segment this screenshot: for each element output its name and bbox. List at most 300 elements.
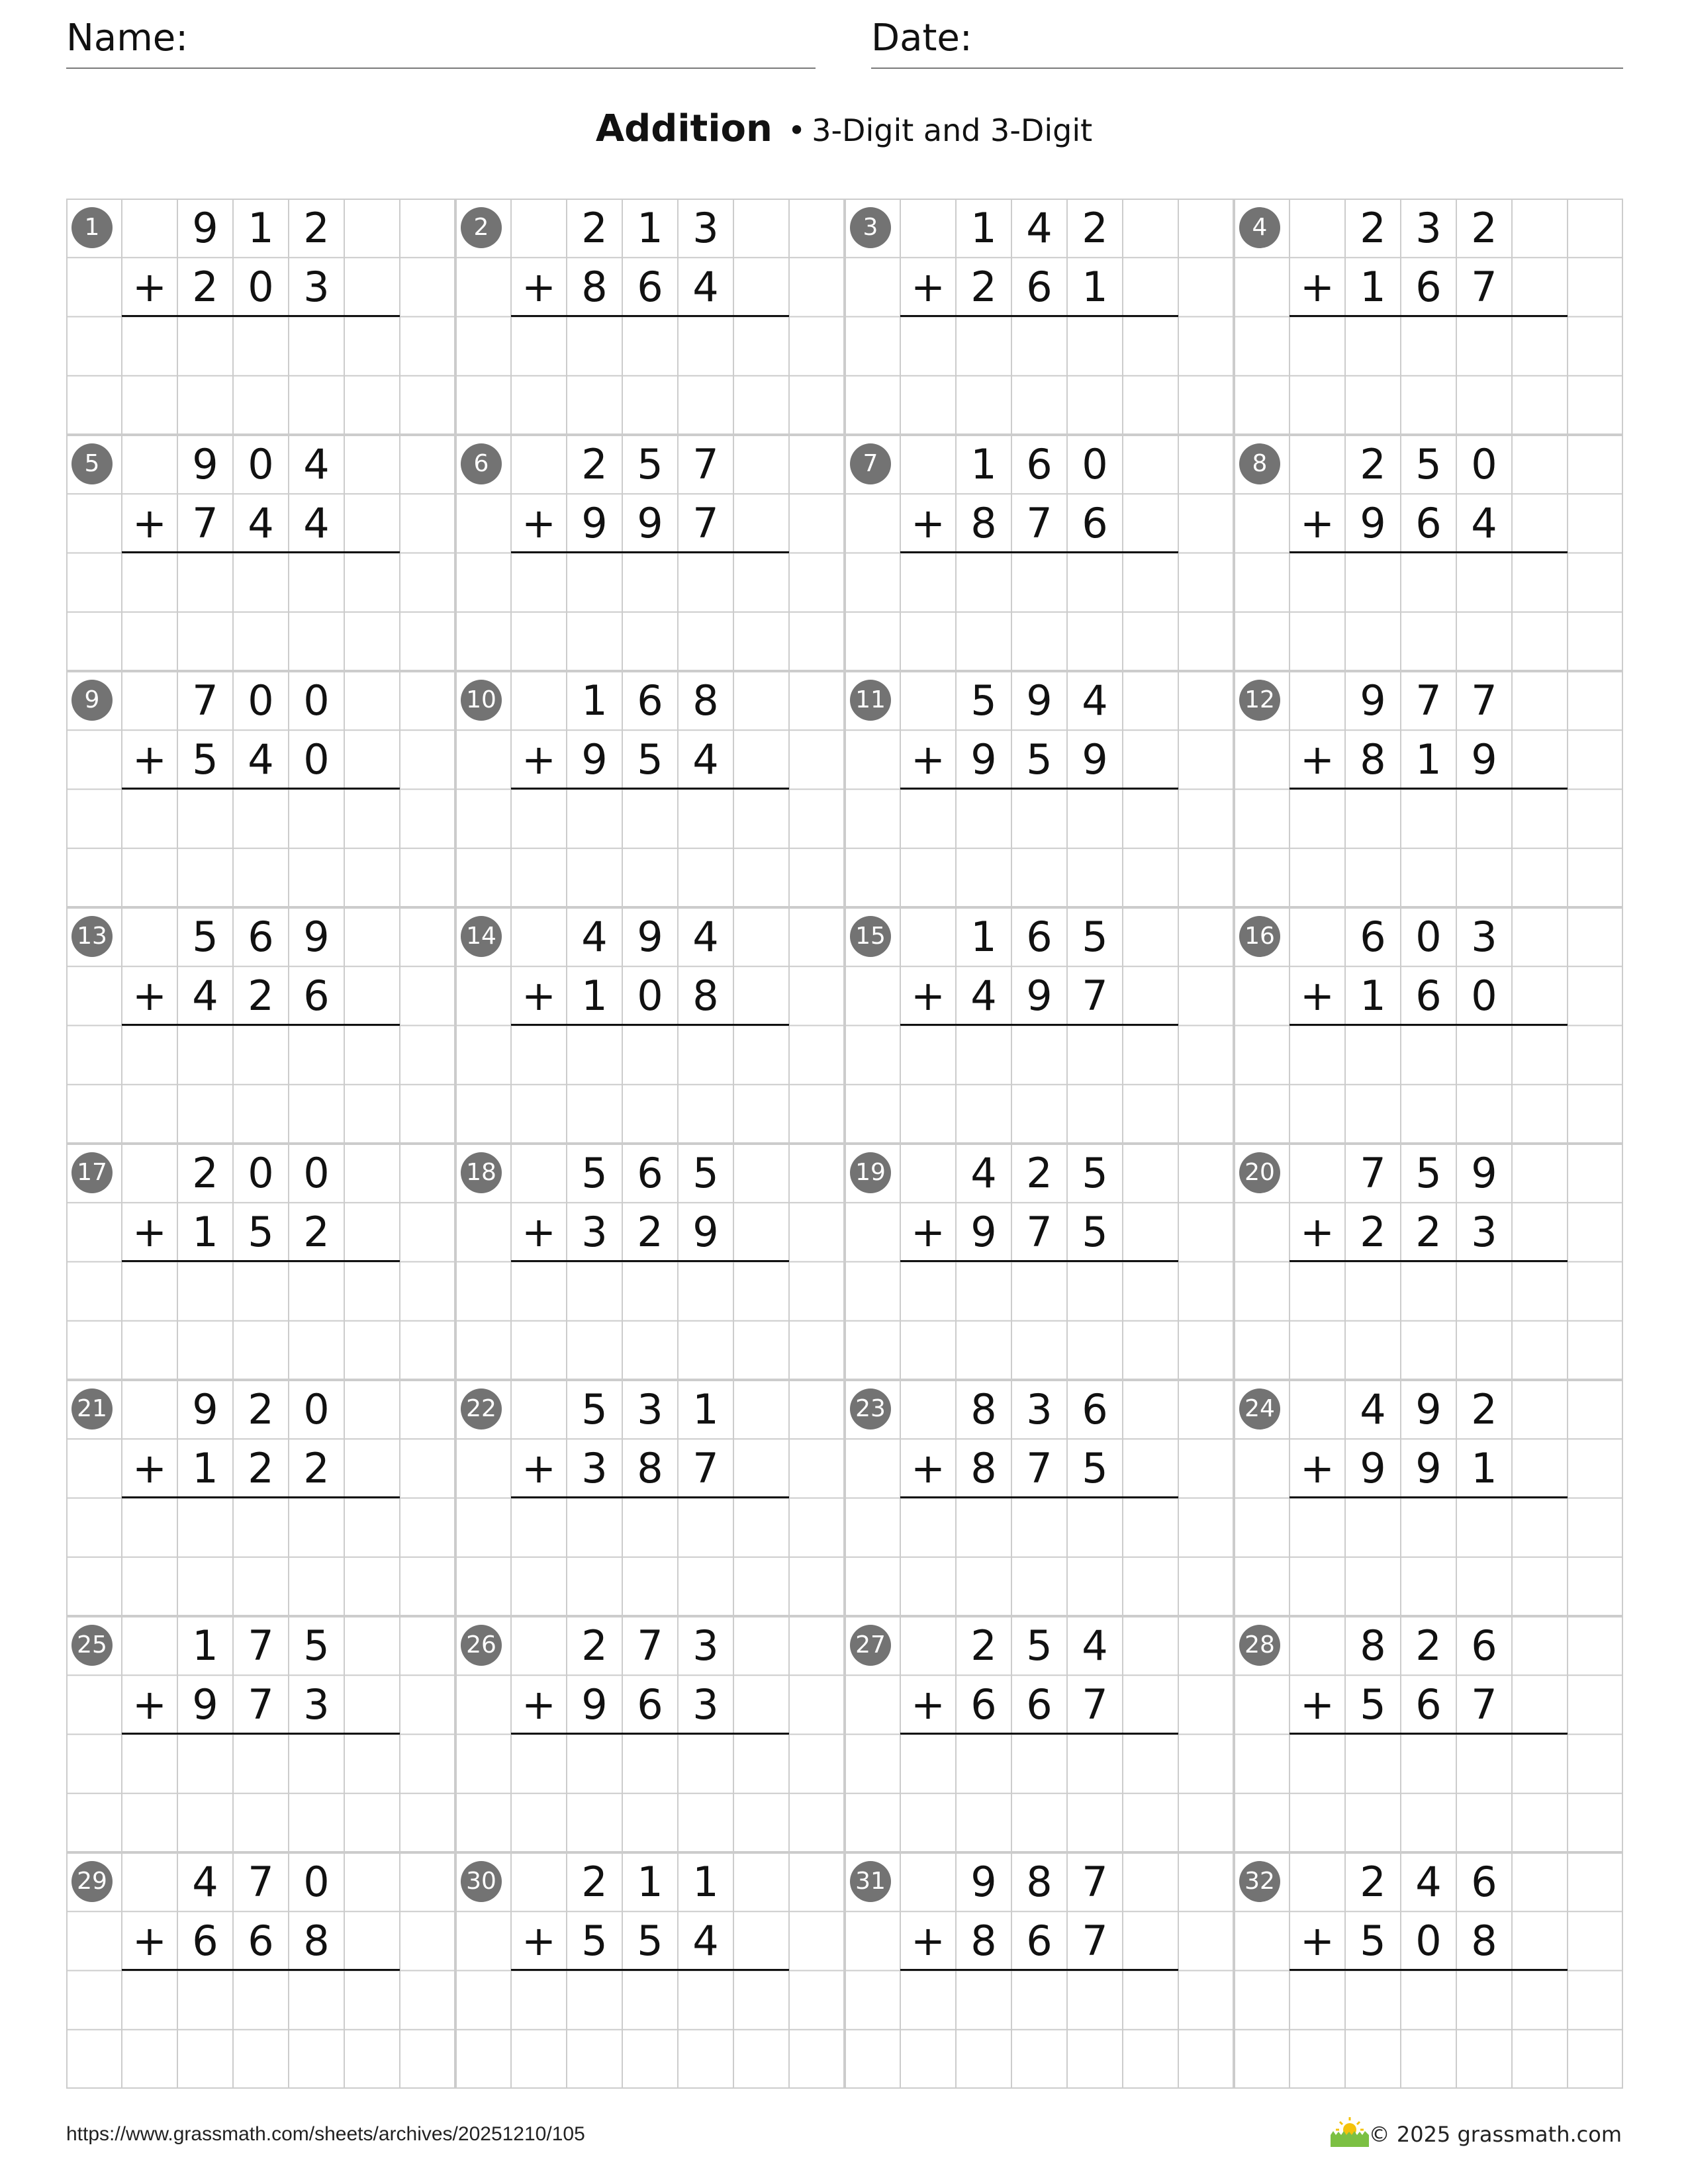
answer-cell[interactable]	[1456, 789, 1512, 848]
bottom-addend-digit: 2	[303, 1208, 330, 1256]
bottom-addend-digit: 9	[970, 1208, 997, 1256]
problem-number-badge: 32	[1239, 1861, 1280, 1902]
problem-1	[66, 199, 455, 435]
answer-cell[interactable]	[177, 1025, 233, 1084]
bottom-addend-digit: 2	[192, 263, 218, 311]
answer-cell[interactable]	[567, 1498, 622, 1557]
answer-cell[interactable]	[1011, 1734, 1067, 1793]
bottom-addend-digit: 3	[303, 1680, 330, 1729]
answer-cell[interactable]	[1345, 1734, 1401, 1793]
problem-number-badge: 5	[71, 443, 113, 484]
top-addend-digit: 1	[637, 1858, 663, 1906]
top-addend-digit: 3	[1026, 1385, 1053, 1433]
bottom-addend-digit: 6	[1082, 499, 1108, 547]
bottom-addend-digit: 9	[1471, 735, 1497, 784]
top-addend-digit: 0	[303, 1385, 330, 1433]
problem-number-badge: 23	[850, 1388, 891, 1430]
answer-cell[interactable]	[233, 1498, 289, 1557]
answer-cell[interactable]	[678, 789, 733, 848]
bottom-addend-digit: 2	[970, 263, 997, 311]
problem-25	[66, 1616, 455, 1852]
bottom-addend-digit: 5	[192, 735, 218, 784]
top-addend-digit: 5	[192, 913, 218, 961]
top-addend-digit: 0	[1082, 440, 1108, 488]
plus-sign: +	[911, 263, 945, 311]
problem-number-badge: 13	[71, 916, 113, 957]
problem-32	[1234, 1852, 1623, 2089]
answer-cell[interactable]	[1345, 1970, 1401, 2029]
top-addend-digit: 7	[192, 676, 218, 725]
answer-cell[interactable]	[1345, 316, 1401, 375]
answer-cell[interactable]	[1011, 1970, 1067, 2029]
answer-cell[interactable]	[567, 1970, 622, 2029]
problem-grid	[66, 199, 1623, 2089]
answer-cell[interactable]	[1067, 789, 1123, 848]
bottom-addend-digit: 8	[692, 972, 719, 1020]
answer-cell[interactable]	[1067, 1261, 1123, 1320]
top-addend-digit: 6	[1026, 913, 1053, 961]
grass-sun-logo-icon	[1327, 2115, 1373, 2148]
answer-cell[interactable]	[622, 1970, 678, 2029]
top-addend-digit: 2	[1360, 440, 1386, 488]
answer-cell[interactable]	[567, 1261, 622, 1320]
answer-cell[interactable]	[956, 1498, 1011, 1557]
problem-number-badge: 19	[850, 1152, 891, 1193]
top-addend-digit: 1	[970, 913, 997, 961]
answer-cell[interactable]	[678, 1025, 733, 1084]
answer-cell[interactable]	[289, 789, 344, 848]
answer-cell[interactable]	[289, 553, 344, 612]
answer-cell[interactable]	[678, 1498, 733, 1557]
top-addend-digit: 2	[1471, 1385, 1497, 1433]
bottom-addend-digit: 5	[1360, 1680, 1386, 1729]
problem-19	[845, 1144, 1234, 1380]
plus-sign: +	[522, 499, 556, 547]
answer-cell[interactable]	[1067, 316, 1123, 375]
bottom-addend-digit: 5	[248, 1208, 274, 1256]
plus-sign: +	[1300, 1208, 1335, 1256]
bottom-addend-digit: 5	[1082, 1208, 1108, 1256]
top-addend-digit: 3	[692, 1621, 719, 1670]
problem-number-badge: 12	[1239, 680, 1280, 721]
name-label: Name:	[66, 17, 189, 60]
top-addend-digit: 4	[970, 1149, 997, 1197]
problem-15	[845, 907, 1234, 1144]
plus-sign: +	[132, 499, 167, 547]
bottom-addend-digit: 1	[192, 1444, 218, 1492]
answer-cell[interactable]	[177, 789, 233, 848]
bottom-addend-digit: 2	[248, 972, 274, 1020]
top-addend-digit: 0	[303, 1858, 330, 1906]
bottom-addend-digit: 2	[248, 1444, 274, 1492]
answer-cell[interactable]	[956, 1025, 1011, 1084]
answer-cell[interactable]	[1401, 1498, 1456, 1557]
bottom-addend-digit: 5	[1360, 1917, 1386, 1965]
top-addend-digit: 5	[1415, 440, 1442, 488]
plus-sign: +	[911, 1208, 945, 1256]
answer-cell[interactable]	[1345, 789, 1401, 848]
bottom-addend-digit: 0	[1415, 1917, 1442, 1965]
bottom-addend-digit: 1	[581, 972, 608, 1020]
bottom-addend-digit: 4	[248, 735, 274, 784]
bottom-addend-digit: 7	[1082, 972, 1108, 1020]
bottom-addend-digit: 4	[692, 735, 719, 784]
bottom-addend-digit: 4	[248, 499, 274, 547]
problem-3	[845, 199, 1234, 435]
top-addend-digit: 1	[581, 676, 608, 725]
bottom-addend-digit: 6	[1026, 1680, 1053, 1729]
bottom-addend-digit: 6	[1415, 263, 1442, 311]
answer-cell[interactable]	[177, 1734, 233, 1793]
answer-cell[interactable]	[622, 316, 678, 375]
bottom-addend-digit: 3	[303, 263, 330, 311]
bottom-addend-digit: 3	[581, 1208, 608, 1256]
answer-cell[interactable]	[567, 1734, 622, 1793]
plus-sign: +	[132, 1917, 167, 1965]
bottom-addend-digit: 2	[1415, 1208, 1442, 1256]
answer-cell[interactable]	[177, 316, 233, 375]
answer-cell[interactable]	[678, 1261, 733, 1320]
answer-cell[interactable]	[1456, 1734, 1512, 1793]
problem-number-badge: 21	[71, 1388, 113, 1430]
answer-cell[interactable]	[622, 1734, 678, 1793]
answer-cell[interactable]	[1345, 553, 1401, 612]
answer-cell[interactable]	[233, 1970, 289, 2029]
answer-cell[interactable]	[1401, 1970, 1456, 2029]
bottom-addend-digit: 6	[1026, 263, 1053, 311]
plus-sign: +	[1300, 263, 1335, 311]
bottom-addend-digit: 0	[637, 972, 663, 1020]
problem-18	[455, 1144, 845, 1380]
plus-sign: +	[522, 1680, 556, 1729]
plus-sign: +	[522, 263, 556, 311]
bottom-addend-digit: 1	[1360, 263, 1386, 311]
top-addend-digit: 3	[1415, 204, 1442, 252]
answer-cell[interactable]	[1067, 1025, 1123, 1084]
answer-cell[interactable]	[1011, 1498, 1067, 1557]
answer-cell[interactable]	[567, 553, 622, 612]
answer-cell[interactable]	[1011, 1261, 1067, 1320]
top-addend-digit: 8	[1360, 1621, 1386, 1670]
bottom-addend-digit: 6	[637, 1680, 663, 1729]
problem-28	[1234, 1616, 1623, 1852]
answer-cell[interactable]	[956, 316, 1011, 375]
answer-cell[interactable]	[289, 1261, 344, 1320]
top-addend-digit: 4	[692, 913, 719, 961]
problem-30	[455, 1852, 845, 2089]
plus-sign: +	[522, 735, 556, 784]
top-addend-digit: 9	[1415, 1385, 1442, 1433]
answer-cell[interactable]	[956, 553, 1011, 612]
answer-cell[interactable]	[622, 1498, 678, 1557]
answer-cell[interactable]	[678, 1734, 733, 1793]
problem-number-badge: 16	[1239, 916, 1280, 957]
answer-cell[interactable]	[1067, 553, 1123, 612]
answer-cell[interactable]	[956, 789, 1011, 848]
answer-cell[interactable]	[956, 1734, 1011, 1793]
top-addend-digit: 7	[692, 440, 719, 488]
top-addend-digit: 5	[581, 1385, 608, 1433]
answer-cell[interactable]	[678, 316, 733, 375]
answer-cell[interactable]	[567, 316, 622, 375]
top-addend-digit: 0	[248, 676, 274, 725]
top-addend-digit: 9	[637, 913, 663, 961]
plus-sign: +	[522, 1917, 556, 1965]
problem-26	[455, 1616, 845, 1852]
answer-cell[interactable]	[289, 1498, 344, 1557]
problem-number-badge: 31	[850, 1861, 891, 1902]
top-addend-digit: 7	[637, 1621, 663, 1670]
answer-cell[interactable]	[956, 1970, 1011, 2029]
top-addend-digit: 5	[1082, 1149, 1108, 1197]
answer-cell[interactable]	[233, 1734, 289, 1793]
top-addend-digit: 0	[303, 676, 330, 725]
bottom-addend-digit: 2	[637, 1208, 663, 1256]
date-line[interactable]	[871, 68, 1623, 69]
answer-cell[interactable]	[678, 553, 733, 612]
problem-8	[1234, 435, 1623, 671]
problem-7	[845, 435, 1234, 671]
problem-number-badge: 10	[461, 680, 502, 721]
problem-number-badge: 17	[71, 1152, 113, 1193]
bottom-addend-digit: 6	[1415, 1680, 1442, 1729]
bottom-addend-digit: 6	[1415, 972, 1442, 1020]
answer-cell[interactable]	[1011, 553, 1067, 612]
bottom-addend-digit: 9	[581, 1680, 608, 1729]
answer-cell[interactable]	[1345, 1025, 1401, 1084]
answer-cell[interactable]	[233, 789, 289, 848]
top-addend-digit: 1	[692, 1385, 719, 1433]
bottom-addend-digit: 6	[303, 972, 330, 1020]
answer-cell[interactable]	[1011, 789, 1067, 848]
answer-cell[interactable]	[622, 1025, 678, 1084]
bottom-addend-digit: 7	[1082, 1680, 1108, 1729]
bottom-addend-digit: 1	[192, 1208, 218, 1256]
problem-number-badge: 15	[850, 916, 891, 957]
top-addend-digit: 9	[192, 1385, 218, 1433]
answer-cell[interactable]	[1456, 1970, 1512, 2029]
top-addend-digit: 5	[303, 1621, 330, 1670]
answer-cell[interactable]	[289, 1970, 344, 2029]
bottom-addend-digit: 9	[1415, 1444, 1442, 1492]
top-addend-digit: 6	[248, 913, 274, 961]
top-addend-digit: 3	[692, 204, 719, 252]
bottom-addend-digit: 4	[1471, 499, 1497, 547]
answer-cell[interactable]	[1011, 1025, 1067, 1084]
answer-cell[interactable]	[622, 553, 678, 612]
problem-16	[1234, 907, 1623, 1144]
bottom-addend-digit: 4	[692, 1917, 719, 1965]
plus-sign: +	[1300, 735, 1335, 784]
answer-cell[interactable]	[567, 1025, 622, 1084]
answer-cell[interactable]	[177, 1498, 233, 1557]
answer-cell[interactable]	[233, 1025, 289, 1084]
problem-20	[1234, 1144, 1623, 1380]
bottom-addend-digit: 9	[1082, 735, 1108, 784]
answer-cell[interactable]	[233, 553, 289, 612]
top-addend-digit: 9	[192, 204, 218, 252]
bottom-addend-digit: 8	[581, 263, 608, 311]
bottom-addend-digit: 7	[1082, 1917, 1108, 1965]
top-addend-digit: 2	[1360, 204, 1386, 252]
bottom-addend-digit: 3	[692, 1680, 719, 1729]
answer-cell[interactable]	[1456, 1498, 1512, 1557]
top-addend-digit: 6	[637, 1149, 663, 1197]
top-addend-digit: 7	[1082, 1858, 1108, 1906]
bottom-addend-digit: 7	[248, 1680, 274, 1729]
plus-sign: +	[1300, 1917, 1335, 1965]
top-addend-digit: 9	[192, 440, 218, 488]
bottom-addend-digit: 3	[1471, 1208, 1497, 1256]
answer-cell[interactable]	[1401, 1025, 1456, 1084]
answer-cell[interactable]	[1456, 316, 1512, 375]
plus-sign: +	[911, 972, 945, 1020]
top-addend-digit: 4	[192, 1858, 218, 1906]
problem-number-badge: 8	[1239, 443, 1280, 484]
plus-sign: +	[132, 1680, 167, 1729]
answer-cell[interactable]	[1401, 789, 1456, 848]
bottom-addend-digit: 0	[1471, 972, 1497, 1020]
answer-cell[interactable]	[289, 1025, 344, 1084]
answer-cell[interactable]	[1067, 1498, 1123, 1557]
bottom-addend-digit: 7	[692, 1444, 719, 1492]
answer-cell[interactable]	[1345, 1261, 1401, 1320]
bottom-addend-digit: 6	[1415, 499, 1442, 547]
answer-cell[interactable]	[233, 316, 289, 375]
problem-number-badge: 3	[850, 207, 891, 248]
top-addend-digit: 0	[1415, 913, 1442, 961]
answer-cell[interactable]	[1067, 1970, 1123, 2029]
plus-sign: +	[1300, 499, 1335, 547]
plus-sign: +	[132, 972, 167, 1020]
top-addend-digit: 2	[192, 1149, 218, 1197]
top-addend-digit: 2	[1415, 1621, 1442, 1670]
problem-12	[1234, 671, 1623, 907]
bottom-addend-digit: 9	[192, 1680, 218, 1729]
top-addend-digit: 2	[1471, 204, 1497, 252]
problem-5	[66, 435, 455, 671]
bottom-addend-digit: 1	[1415, 735, 1442, 784]
date-label: Date:	[871, 17, 972, 60]
top-addend-digit: 5	[1415, 1149, 1442, 1197]
answer-cell[interactable]	[1401, 1734, 1456, 1793]
top-addend-digit: 9	[1471, 1149, 1497, 1197]
bottom-addend-digit: 8	[970, 1444, 997, 1492]
plus-sign: +	[1300, 1680, 1335, 1729]
problem-10	[455, 671, 845, 907]
problem-number-badge: 30	[461, 1861, 502, 1902]
top-addend-digit: 6	[1026, 440, 1053, 488]
top-addend-digit: 4	[581, 913, 608, 961]
title-separator: •	[787, 113, 806, 148]
problem-number-badge: 11	[850, 680, 891, 721]
plus-sign: +	[1300, 1444, 1335, 1492]
bottom-addend-digit: 5	[581, 1917, 608, 1965]
top-addend-digit: 9	[1360, 676, 1386, 725]
answer-cell[interactable]	[233, 1261, 289, 1320]
answer-cell[interactable]	[177, 1970, 233, 2029]
footer-copyright: © 2025 grassmath.com	[1368, 2122, 1622, 2147]
problem-number-badge: 4	[1239, 207, 1280, 248]
problem-number-badge: 28	[1239, 1625, 1280, 1666]
top-addend-digit: 2	[581, 440, 608, 488]
top-addend-digit: 1	[970, 204, 997, 252]
top-addend-digit: 5	[637, 440, 663, 488]
bottom-addend-digit: 4	[303, 499, 330, 547]
problem-number-badge: 2	[461, 207, 502, 248]
problem-number-badge: 14	[461, 916, 502, 957]
problem-22	[455, 1380, 845, 1616]
top-addend-digit: 9	[1026, 676, 1053, 725]
top-addend-digit: 3	[1471, 913, 1497, 961]
answer-cell[interactable]	[177, 553, 233, 612]
bottom-addend-digit: 1	[1082, 263, 1108, 311]
answer-cell[interactable]	[1345, 1498, 1401, 1557]
top-addend-digit: 4	[1360, 1385, 1386, 1433]
answer-cell[interactable]	[678, 1970, 733, 2029]
plus-sign: +	[522, 972, 556, 1020]
top-addend-digit: 2	[581, 204, 608, 252]
bottom-addend-digit: 9	[581, 735, 608, 784]
problem-31	[845, 1852, 1234, 2089]
problem-number-badge: 26	[461, 1625, 502, 1666]
answer-cell[interactable]	[177, 1261, 233, 1320]
problem-number-badge: 22	[461, 1388, 502, 1430]
title-main: Addition	[595, 107, 773, 150]
top-addend-digit: 0	[248, 440, 274, 488]
answer-cell[interactable]	[1067, 1734, 1123, 1793]
footer-url[interactable]: https://www.grassmath.com/sheets/archives/20251210/105	[66, 2123, 585, 2145]
bottom-addend-digit: 8	[1471, 1917, 1497, 1965]
answer-cell[interactable]	[622, 1261, 678, 1320]
top-addend-digit: 5	[1082, 913, 1108, 961]
plus-sign: +	[911, 1444, 945, 1492]
problem-number-badge: 1	[71, 207, 113, 248]
answer-cell[interactable]	[1456, 1025, 1512, 1084]
problem-number-badge: 20	[1239, 1152, 1280, 1193]
top-addend-digit: 7	[1415, 676, 1442, 725]
answer-cell[interactable]	[1456, 553, 1512, 612]
top-addend-digit: 0	[248, 1149, 274, 1197]
answer-cell[interactable]	[956, 1261, 1011, 1320]
bottom-addend-digit: 2	[303, 1444, 330, 1492]
bottom-addend-digit: 8	[970, 1917, 997, 1965]
answer-cell[interactable]	[289, 1734, 344, 1793]
problem-24	[1234, 1380, 1623, 1616]
answer-cell[interactable]	[1456, 1261, 1512, 1320]
bottom-addend-digit: 8	[970, 499, 997, 547]
answer-cell[interactable]	[567, 789, 622, 848]
problem-number-badge: 27	[850, 1625, 891, 1666]
answer-cell[interactable]	[1401, 553, 1456, 612]
top-addend-digit: 4	[1026, 204, 1053, 252]
answer-cell[interactable]	[1401, 1261, 1456, 1320]
plus-sign: +	[522, 1444, 556, 1492]
answer-cell[interactable]	[622, 789, 678, 848]
bottom-addend-digit: 7	[1026, 1444, 1053, 1492]
top-addend-digit: 7	[1471, 676, 1497, 725]
top-addend-digit: 2	[1360, 1858, 1386, 1906]
top-addend-digit: 0	[303, 1149, 330, 1197]
answer-cell[interactable]	[1401, 316, 1456, 375]
name-line[interactable]	[66, 68, 816, 69]
top-addend-digit: 8	[970, 1385, 997, 1433]
answer-cell[interactable]	[1011, 316, 1067, 375]
top-addend-digit: 2	[1082, 204, 1108, 252]
plus-sign: +	[132, 1208, 167, 1256]
plus-sign: +	[1300, 972, 1335, 1020]
answer-cell[interactable]	[289, 316, 344, 375]
